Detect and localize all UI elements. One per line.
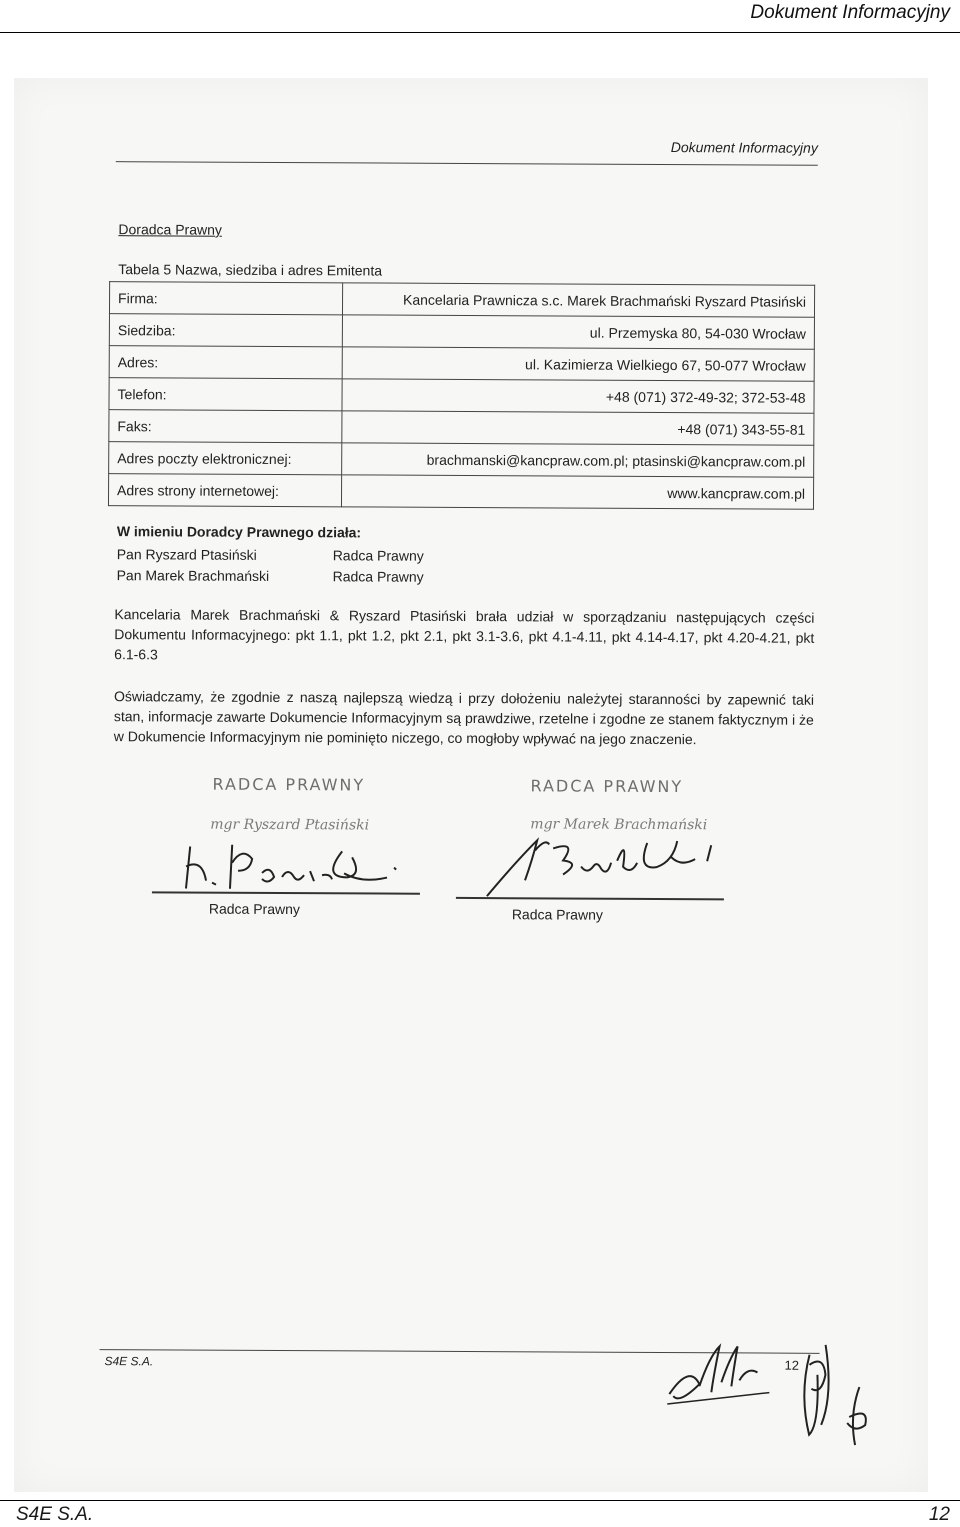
signature-caption-left: Radca Prawny: [208, 900, 300, 918]
row-value: +48 (071) 343-55-81: [342, 411, 814, 445]
table-row: [109, 282, 814, 318]
person-name: Pan Marek Brachmański: [116, 566, 270, 584]
row-label: Siedziba:: [109, 314, 342, 347]
table-row: [109, 410, 814, 446]
stamp-name-right: mgr Marek Brachmański: [530, 816, 708, 834]
row-value: ul. Kazimierza Wielkiego 67, 50-077 Wrocław: [342, 347, 814, 381]
stamp-name-left: mgr Ryszard Ptasiński: [210, 816, 370, 834]
participation-paragraph: Kancelaria Marek Brachmański & Ryszard Ptasiński brała udział w sporządzaniu następujących części Dokumentu Informacyjnego: pkt 1.1, pkt 1.2, pkt 2.1, pkt 3.1-3.6, pkt 4.1-4.11, pkt 4.14-4.17, pkt 4.20-4.21, pkt 6.1-6.3: [114, 606, 815, 663]
list-item: [117, 543, 424, 566]
row-label: Faks:: [109, 410, 342, 443]
row-value: +48 (071) 372-49-32; 372-53-48: [342, 379, 814, 413]
scan-footer-company: S4E S.A.: [104, 1354, 154, 1369]
row-label: Adres poczty elektronicznej:: [109, 442, 342, 475]
stamp-heading-left: RADCA PRAWNY: [212, 774, 366, 795]
footer-page-number: 12: [928, 1504, 950, 1525]
table-row: [109, 314, 814, 350]
section-heading: Doradca Prawny: [118, 221, 222, 238]
table-row: [109, 442, 814, 478]
page-header: [0, 0, 960, 33]
list-item: [117, 564, 424, 587]
scan-footer-page: 12: [784, 1357, 799, 1373]
declaration-paragraph: Oświadczamy, że zgodnie z naszą najlepszą wiedzą i przy dołożeniu należytej staranności by zapewnić taki stan, informacje zawarte Dokumencie Informacyjnym są prawdziwe, rzetelne i zgodne ze stanem faktycznym i że w Dokumencie Informacyjnym nie pominięto niczego, co mogłoby wpływać na jego znaczenie.: [113, 688, 815, 748]
person-role: Radca Prawny: [332, 567, 424, 585]
header-title: Dokument Informacyjny: [750, 2, 950, 23]
row-value: ul. Przemyska 80, 54-030 Wrocław: [342, 315, 814, 349]
signature-left: [172, 836, 412, 897]
table-row: [108, 474, 813, 510]
person-role: Radca Prawny: [332, 546, 424, 564]
row-value: brachmanski@kancpraw.com.pl; ptasinski@kancpraw.com.pl: [342, 443, 814, 477]
signature-caption-right: Radca Prawny: [511, 906, 603, 923]
initials-signature: [659, 1334, 890, 1455]
page-footer: [0, 1500, 960, 1527]
signature-right: [477, 830, 737, 901]
row-label: Firma:: [109, 282, 342, 315]
row-label: Telefon:: [109, 378, 342, 411]
person-name: Pan Ryszard Ptasiński: [116, 545, 257, 563]
row-label: Adres:: [109, 346, 342, 379]
scanned-page: [14, 78, 928, 1492]
row-value: Kancelaria Prawnicza s.c. Marek Brachmański Ryszard Ptasiński: [342, 283, 814, 317]
row-value: www.kancpraw.com.pl: [341, 475, 813, 509]
acting-on-behalf: [117, 523, 424, 587]
issuer-info-table: [108, 281, 815, 510]
acting-heading: W imieniu Doradcy Prawnego działa:: [116, 523, 362, 541]
table-caption: Tabela 5 Nazwa, siedziba i adres Emitenta: [118, 261, 383, 279]
table-row: [109, 378, 814, 414]
scan-doc-title: Dokument Informacyjny: [116, 136, 818, 166]
stamp-heading-right: RADCA PRAWNY: [530, 776, 684, 797]
row-label: Adres strony internetowej:: [108, 474, 341, 507]
table-row: [109, 346, 814, 382]
footer-company: S4E S.A.: [16, 1504, 94, 1525]
